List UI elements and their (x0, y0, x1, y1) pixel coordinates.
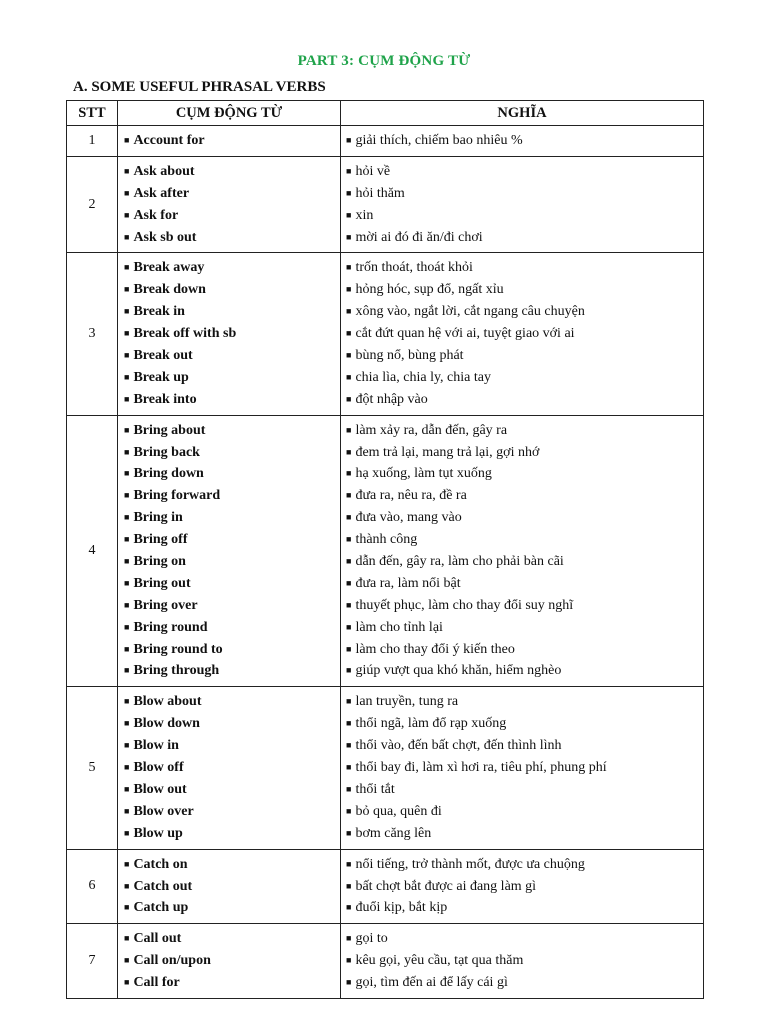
phrasal-verb (124, 279, 336, 301)
phrasal-verb (124, 854, 336, 876)
phrasal-verb (124, 617, 336, 639)
phrasal-verb (124, 779, 336, 801)
phrasal-verb (124, 420, 336, 442)
phrasal-verb-text: Break up (133, 369, 189, 385)
meaning (346, 463, 699, 485)
phrasal-verb (124, 660, 336, 682)
meaning-text: làm cho thay đổi ý kiến theo (355, 641, 515, 657)
header-meaning: NGHĨA (341, 101, 704, 126)
meaning-text: trốn thoát, thoát khỏi (355, 260, 473, 276)
phrasal-verb-text: Bring out (133, 575, 191, 591)
phrasal-verb-text: Bring forward (133, 488, 221, 504)
bullet-icon: ■ (124, 599, 130, 610)
bullet-icon: ■ (346, 762, 352, 773)
phrasal-verb (124, 323, 336, 345)
meaning (346, 639, 699, 661)
row-number: 6 (67, 849, 118, 924)
meaning (346, 345, 699, 367)
part-title: PART 3: CỤM ĐỘNG TỪ (297, 53, 471, 69)
bullet-icon: ■ (124, 880, 130, 891)
phrasal-verb (124, 735, 336, 757)
bullet-icon: ■ (124, 262, 130, 273)
phrasal-verb (124, 183, 336, 205)
phrasal-verb (124, 507, 336, 529)
bullet-icon: ■ (124, 446, 130, 457)
row-number: 3 (67, 253, 118, 415)
phrasal-verb-text: Bring round to (133, 641, 223, 657)
meaning-text: đưa ra, nêu ra, đề ra (355, 488, 467, 504)
bullet-icon: ■ (346, 350, 352, 361)
meaning (346, 551, 699, 573)
bullet-icon: ■ (124, 424, 130, 435)
meaning-cell (341, 156, 704, 253)
bullet-icon: ■ (346, 187, 352, 198)
phrasal-verb-cell (118, 415, 341, 687)
bullet-icon: ■ (124, 718, 130, 729)
bullet-icon: ■ (346, 827, 352, 838)
bullet-icon: ■ (124, 231, 130, 242)
bullet-icon: ■ (124, 740, 130, 751)
bullet-icon: ■ (124, 696, 130, 707)
phrasal-verb-text: Blow up (133, 825, 183, 841)
bullet-icon: ■ (346, 328, 352, 339)
bullet-icon: ■ (346, 284, 352, 295)
phrasal-verb (124, 757, 336, 779)
meaning-text: gọi to (355, 931, 388, 947)
row-number: 4 (67, 415, 118, 687)
phrasal-verb-text: Bring over (133, 597, 198, 613)
bullet-icon: ■ (124, 621, 130, 632)
meaning-text: làm cho tỉnh lại (355, 619, 443, 635)
meaning-text: gọi, tìm đến ai để lấy cái gì (355, 975, 508, 991)
bullet-icon: ■ (124, 534, 130, 545)
phrasal-verb (124, 801, 336, 823)
bullet-icon: ■ (124, 577, 130, 588)
phrasal-verb-cell (118, 849, 341, 924)
meaning (346, 823, 699, 845)
meaning-text: mời ai đó đi ăn/đi chơi (355, 229, 483, 245)
meaning (346, 854, 699, 876)
bullet-icon: ■ (346, 858, 352, 869)
meaning-text: hạ xuống, làm tụt xuống (355, 466, 492, 482)
bullet-icon: ■ (124, 468, 130, 479)
bullet-icon: ■ (346, 955, 352, 966)
bullet-icon: ■ (124, 306, 130, 317)
bullet-icon: ■ (346, 231, 352, 242)
meaning (346, 595, 699, 617)
phrasal-verb-text: Account for (133, 133, 205, 148)
bullet-icon: ■ (124, 977, 130, 988)
bullet-icon: ■ (346, 621, 352, 632)
phrasal-verb-text: Call on/upon (133, 953, 211, 969)
bullet-icon: ■ (346, 490, 352, 501)
meaning-text: dẫn đến, gây ra, làm cho phải bàn cãi (355, 554, 564, 570)
section-title: A. SOME USEFUL PHRASAL VERBS (73, 79, 326, 95)
bullet-icon: ■ (346, 262, 352, 273)
phrasal-verb (124, 823, 336, 845)
bullet-icon: ■ (346, 135, 352, 145)
phrasal-verb (124, 345, 336, 367)
bullet-icon: ■ (346, 665, 352, 676)
phrasal-verb-text: Ask about (133, 163, 195, 179)
meaning-text: thổi vào, đến bất chợt, đến thình lình (355, 738, 562, 754)
bullet-icon: ■ (124, 209, 130, 220)
meaning-text: hỏng hóc, sụp đổ, ngất xỉu (355, 282, 504, 298)
meaning-text: thổi ngã, làm đổ rạp xuống (355, 716, 507, 732)
meaning (346, 279, 699, 301)
bullet-icon: ■ (346, 880, 352, 891)
meaning (346, 735, 699, 757)
meaning-text: thành công (355, 532, 418, 548)
phrasal-verb-cell (118, 924, 341, 999)
phrasal-verb-text: Break away (133, 260, 205, 276)
bullet-icon: ■ (346, 556, 352, 567)
meaning (346, 529, 699, 551)
bullet-icon: ■ (124, 328, 130, 339)
meaning-cell (341, 415, 704, 687)
phrasal-verb (124, 161, 336, 183)
meaning (346, 950, 699, 972)
row-number: 1 (67, 126, 118, 157)
phrasal-verb (124, 691, 336, 713)
bullet-icon: ■ (124, 371, 130, 382)
phrasal-verb (124, 301, 336, 323)
phrasal-verb-text: Blow down (133, 716, 200, 732)
phrasal-verb (124, 389, 336, 411)
meaning-text: thổi tắt (355, 781, 395, 797)
meaning-text: xông vào, ngắt lời, cắt ngang câu chuyện (355, 304, 585, 320)
table-row (67, 415, 704, 687)
phrasal-verb (124, 257, 336, 279)
bullet-icon: ■ (346, 577, 352, 588)
meaning (346, 876, 699, 898)
bullet-icon: ■ (124, 858, 130, 869)
meaning (346, 183, 699, 205)
meaning-text: xin (355, 207, 374, 223)
bullet-icon: ■ (124, 827, 130, 838)
bullet-icon: ■ (124, 933, 130, 944)
header-phrasal-verb: CỤM ĐỘNG TỪ (118, 101, 341, 126)
phrasal-verb-text: Catch up (133, 900, 189, 916)
meaning (346, 227, 699, 249)
phrasal-verb (124, 595, 336, 617)
bullet-icon: ■ (124, 165, 130, 176)
phrasal-verb (124, 713, 336, 735)
bullet-icon: ■ (346, 718, 352, 729)
table-row (67, 156, 704, 253)
bullet-icon: ■ (346, 371, 352, 382)
phrasal-verb-text: Catch on (133, 856, 188, 872)
meaning (346, 367, 699, 389)
phrasal-verb-text: Blow in (133, 738, 179, 754)
header-stt: STT (67, 101, 118, 126)
meaning (346, 485, 699, 507)
phrasal-verb (124, 876, 336, 898)
meaning-text: bất chợt bắt được ai đang làm gì (355, 878, 537, 894)
meaning-text: bùng nổ, bùng phát (355, 348, 464, 364)
meaning (346, 301, 699, 323)
bullet-icon: ■ (346, 424, 352, 435)
phrasal-verb (124, 573, 336, 595)
phrasal-verb-text: Ask after (133, 185, 190, 201)
bullet-icon: ■ (124, 762, 130, 773)
bullet-icon: ■ (124, 284, 130, 295)
phrasal-verb-text: Ask sb out (133, 229, 197, 245)
phrasal-verb-text: Blow about (133, 694, 202, 710)
phrasal-verb-text: Break down (133, 282, 206, 298)
phrasal-verb-cell (118, 687, 341, 849)
meaning-text: cắt đứt quan hệ với ai, tuyệt giao với ai (355, 326, 575, 342)
phrasal-verb (124, 227, 336, 249)
meaning-text: hỏi thăm (355, 185, 405, 201)
bullet-icon: ■ (346, 512, 352, 523)
meaning (346, 617, 699, 639)
phrasal-verb-cell (118, 126, 341, 157)
meaning-text: làm xảy ra, dẫn đến, gây ra (355, 422, 508, 438)
phrasal-verb-text: Bring through (133, 663, 220, 679)
meaning (346, 573, 699, 595)
phrasal-verb-text: Bring on (133, 554, 186, 570)
phrasal-verb-text: Call out (133, 931, 182, 947)
meaning-text: thổi bay đi, làm xì hơi ra, tiêu phí, phung phí (355, 760, 607, 776)
bullet-icon: ■ (124, 955, 130, 966)
bullet-icon: ■ (124, 512, 130, 523)
table-row (67, 253, 704, 415)
bullet-icon: ■ (346, 306, 352, 317)
meaning-text: giải thích, chiếm bao nhiêu % (355, 133, 523, 148)
phrasal-verb-text: Blow out (133, 781, 187, 797)
meaning-cell (341, 849, 704, 924)
phrasal-verb-text: Break in (133, 304, 185, 320)
phrasal-verbs-table (66, 100, 704, 999)
bullet-icon: ■ (124, 643, 130, 654)
bullet-icon: ■ (124, 393, 130, 404)
table-row (67, 924, 704, 999)
table-row (67, 687, 704, 849)
phrasal-verb-text: Blow off (133, 760, 184, 776)
meaning (346, 660, 699, 682)
bullet-icon: ■ (346, 783, 352, 794)
phrasal-verb (124, 529, 336, 551)
phrasal-verb-text: Call for (133, 975, 180, 991)
phrasal-verb (124, 551, 336, 573)
bullet-icon: ■ (124, 805, 130, 816)
phrasal-verb (124, 639, 336, 661)
meaning-text: bơm căng lên (355, 825, 432, 841)
phrasal-verb-text: Bring round (133, 619, 208, 635)
meaning (346, 389, 699, 411)
meaning-cell (341, 687, 704, 849)
bullet-icon: ■ (346, 165, 352, 176)
meaning-text: lan truyền, tung ra (355, 694, 459, 710)
meaning-cell (341, 924, 704, 999)
phrasal-verb-cell (118, 156, 341, 253)
phrasal-verb-text: Break off with sb (133, 326, 237, 342)
phrasal-verb-text: Ask for (133, 207, 179, 223)
bullet-icon: ■ (346, 393, 352, 404)
meaning (346, 801, 699, 823)
bullet-icon: ■ (124, 187, 130, 198)
bullet-icon: ■ (346, 696, 352, 707)
phrasal-verb (124, 897, 336, 919)
meaning-text: đưa ra, làm nổi bật (355, 575, 461, 591)
bullet-icon: ■ (124, 665, 130, 676)
table-header-row (67, 101, 704, 126)
meaning (346, 257, 699, 279)
phrasal-verb-cell (118, 253, 341, 415)
bullet-icon: ■ (346, 977, 352, 988)
bullet-icon: ■ (346, 643, 352, 654)
meaning (346, 130, 699, 152)
meaning-text: đột nhập vào (355, 391, 428, 407)
row-number: 7 (67, 924, 118, 999)
bullet-icon: ■ (124, 783, 130, 794)
phrasal-verb (124, 367, 336, 389)
bullet-icon: ■ (346, 209, 352, 220)
phrasal-verb-text: Blow over (133, 803, 194, 819)
table-row (67, 849, 704, 924)
meaning (346, 161, 699, 183)
row-number: 2 (67, 156, 118, 253)
bullet-icon: ■ (346, 805, 352, 816)
bullet-icon: ■ (124, 350, 130, 361)
phrasal-verb-text: Break out (133, 348, 193, 364)
phrasal-verb-text: Bring in (133, 510, 183, 526)
meaning (346, 972, 699, 994)
meaning-text: thuyết phục, làm cho thay đổi suy nghĩ (355, 597, 574, 613)
meaning-text: đuổi kịp, bắt kịp (355, 900, 448, 916)
phrasal-verb-text: Break into (133, 391, 197, 407)
table-row (67, 126, 704, 157)
bullet-icon: ■ (346, 902, 352, 913)
meaning (346, 420, 699, 442)
phrasal-verb-text: Bring down (133, 466, 204, 482)
meaning (346, 323, 699, 345)
meaning-text: đem trả lại, mang trả lại, gợi nhớ (355, 444, 540, 460)
bullet-icon: ■ (346, 599, 352, 610)
phrasal-verb-text: Bring off (133, 532, 188, 548)
phrasal-verb (124, 972, 336, 994)
bullet-icon: ■ (124, 490, 130, 501)
phrasal-verb (124, 950, 336, 972)
meaning (346, 442, 699, 464)
bullet-icon: ■ (346, 534, 352, 545)
phrasal-verb (124, 485, 336, 507)
meaning (346, 713, 699, 735)
meaning-text: đưa vào, mang vào (355, 510, 462, 526)
meaning (346, 691, 699, 713)
bullet-icon: ■ (124, 902, 130, 913)
bullet-icon: ■ (124, 556, 130, 567)
phrasal-verb (124, 205, 336, 227)
bullet-icon: ■ (346, 468, 352, 479)
bullet-icon: ■ (346, 740, 352, 751)
meaning-text: chia lìa, chia ly, chia tay (355, 369, 491, 385)
bullet-icon: ■ (346, 446, 352, 457)
phrasal-verb-text: Bring back (133, 444, 200, 460)
meaning-cell (341, 126, 704, 157)
meaning-text: bỏ qua, quên đi (355, 803, 442, 819)
phrasal-verb (124, 442, 336, 464)
meaning-text: hỏi về (355, 163, 391, 179)
phrasal-verb (124, 928, 336, 950)
meaning-cell (341, 253, 704, 415)
meaning-text: nổi tiếng, trở thành mốt, được ưa chuộng (355, 856, 585, 872)
phrasal-verb (124, 463, 336, 485)
phrasal-verb (124, 130, 336, 152)
bullet-icon: ■ (346, 933, 352, 944)
phrasal-verb-text: Bring about (133, 422, 206, 438)
bullet-icon: ■ (124, 135, 130, 145)
meaning (346, 757, 699, 779)
meaning-text: giúp vượt qua khó khăn, hiểm nghèo (355, 663, 562, 679)
meaning (346, 507, 699, 529)
meaning (346, 779, 699, 801)
meaning-text: kêu gọi, yêu cầu, tạt qua thăm (355, 953, 524, 969)
row-number: 5 (67, 687, 118, 849)
meaning (346, 897, 699, 919)
meaning (346, 928, 699, 950)
phrasal-verb-text: Catch out (133, 878, 193, 894)
meaning (346, 205, 699, 227)
